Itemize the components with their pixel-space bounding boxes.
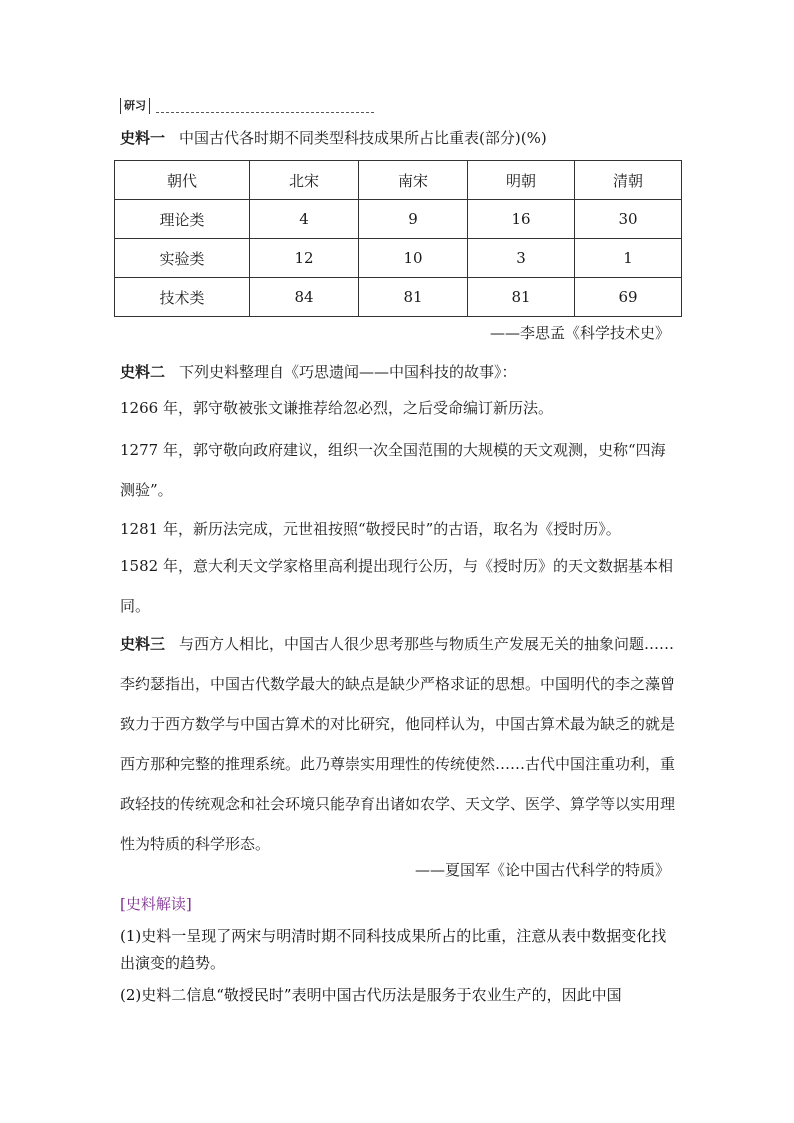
table-cell: 81 (359, 278, 468, 317)
table-header-cell: 朝代 (115, 161, 250, 200)
table-cell: 理论类 (115, 200, 250, 239)
source2-item: 1281 年，新历法完成，元世祖按照“敬授民时”的古语，取名为《授时历》。 (120, 520, 621, 538)
section-tag-line (120, 98, 374, 116)
source3-paragraph (120, 624, 676, 864)
table-cell: 10 (359, 239, 468, 278)
table-cell: 16 (468, 200, 575, 239)
source1-label: 史料一 (120, 129, 166, 147)
section-tag: 研习 (120, 98, 150, 114)
table-header-cell: 北宋 (250, 161, 359, 200)
source1-heading (120, 127, 547, 149)
table-cell: 4 (250, 200, 359, 239)
dashed-divider (156, 112, 374, 113)
table-header-cell: 南宋 (359, 161, 468, 200)
source2-intro: 下列史料整理自《巧思遗闻——中国科技的故事》： (179, 363, 517, 381)
source1-title: 中国古代各时期不同类型科技成果所占比重表(部分)(%) (179, 129, 547, 147)
table-row (115, 278, 682, 317)
source2-item: 1582 年，意大利天文学家格里高利提出现行公历，与《授时历》的天文数据基本相同。 (120, 557, 673, 615)
table-row (115, 239, 682, 278)
source2-item: 1277 年，郭守敬向政府建议，组织一次全国范围的大规模的天文观测，史称“四海测验”。 (120, 441, 666, 499)
source3-text: 与西方人相比，中国古人很少思考那些与物质生产发展无关的抽象问题……李约瑟指出，中国古代数学最大的缺点是缺少严格求证的思想。中国明代的李之藻曾致力于西方数学与中国古算术的对比研究，他同样认为，中国古算术最为缺乏的就是西方那种完整的推理系统。此乃尊崇实用理性的传统使然……古代中国注重功利，重政轻技的传统观念和社会环境只能孕育出诸如农学、天文学、医学、算学等以实用理性为特质的科学形态。 (120, 635, 676, 853)
table-header-cell: 清朝 (575, 161, 682, 200)
table-row (115, 200, 682, 239)
interpretation-item: (1)史料一呈现了两宋与明清时期不同科技成果所占的比重，注意从表中数据变化找出演变的趋势。 (120, 927, 667, 972)
source2-label: 史料二 (120, 363, 166, 381)
table-cell: 30 (575, 200, 682, 239)
table-cell: 69 (575, 278, 682, 317)
table-cell: 实验类 (115, 239, 250, 278)
source1-citation: ——李思孟《科学技术史》 (489, 324, 670, 342)
source2-item: 1266 年，郭守敬被张文谦推荐给忽必烈，之后受命编订新历法。 (120, 399, 553, 417)
table-cell: 84 (250, 278, 359, 317)
table-cell: 1 (575, 239, 682, 278)
table-cell: 技术类 (115, 278, 250, 317)
table-header-cell: 明朝 (468, 161, 575, 200)
interpretation-title: [史料解读] (120, 895, 192, 913)
table-header-row (115, 161, 682, 200)
source2-heading (120, 361, 517, 383)
table-cell: 3 (468, 239, 575, 278)
table-cell: 12 (250, 239, 359, 278)
table-cell: 81 (468, 278, 575, 317)
science-ratio-table (114, 160, 682, 317)
source3-label: 史料三 (120, 635, 166, 653)
table-cell: 9 (359, 200, 468, 239)
source3-citation: ——夏国军《论中国古代科学的特质》 (414, 861, 670, 879)
interpretation-item: (2)史料二信息“敬授民时”表明中国古代历法是服务于农业生产的，因此中国 (120, 986, 622, 1004)
